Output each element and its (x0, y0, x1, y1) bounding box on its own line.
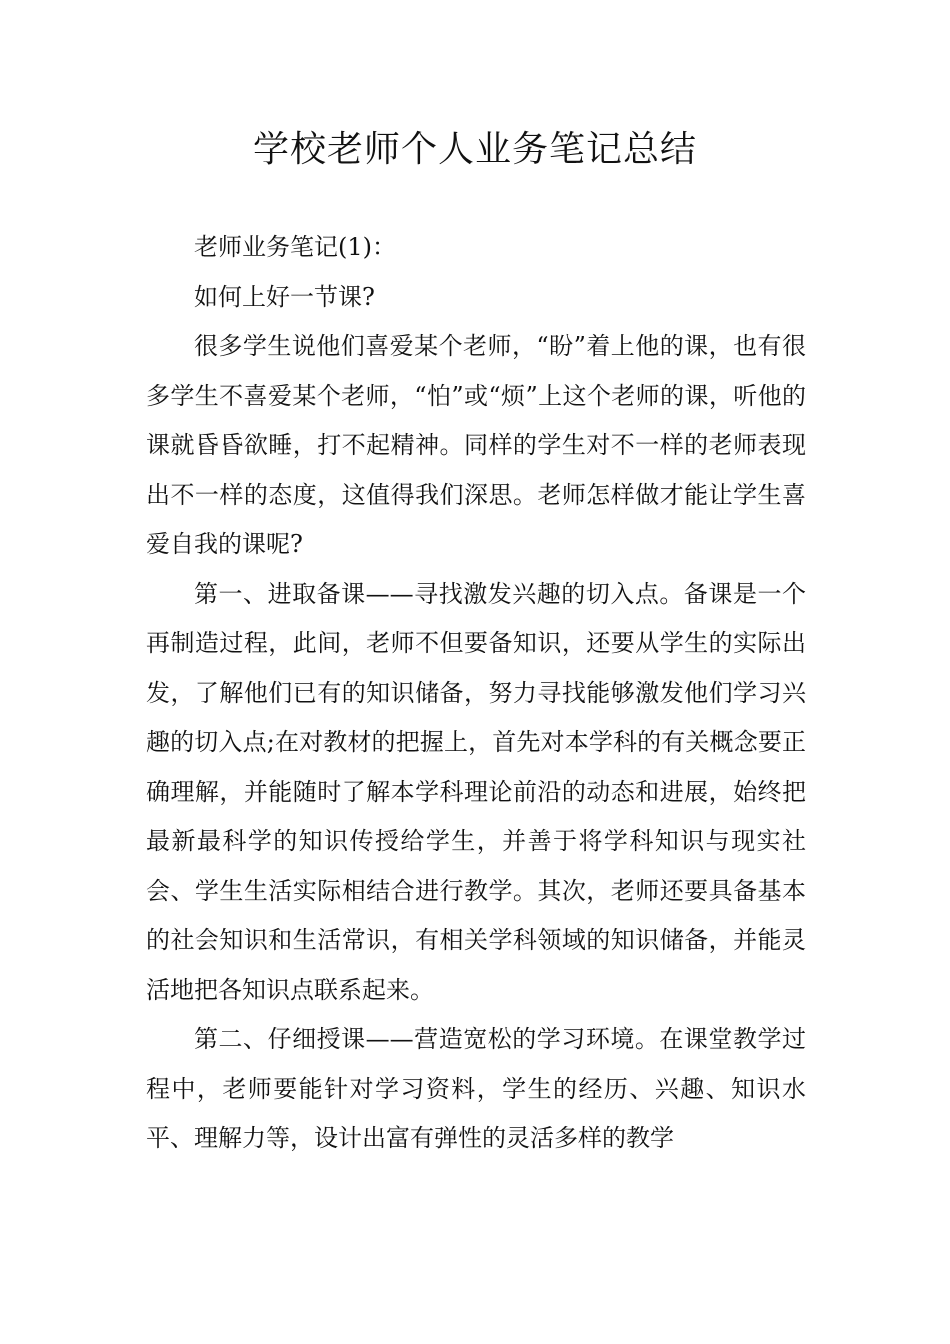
paragraph-point-one: 第一、进取备课——寻找激发兴趣的切入点。备课是一个再制造过程，此间，老师不但要备知识，还要从学生的实际出发，了解他们已有的知识储备，努力寻找能够激发他们学习兴趣的切入点;在对教材的把握上，首先对本学科的有关概念要正确理解，并能随时了解本学科理论前沿的动态和进展，始终把最新最科学的知识传授给学生，并善于将学科知识与现实社会、学生生活实际相结合进行教学。其次，老师还要具备基本的社会知识和生活常识，有相关学科领域的知识储备，并能灵活地把各知识点联系起来。 (146, 579, 806, 1004)
document-title: 学校老师个人业务笔记总结 (252, 129, 697, 170)
paragraph-point-two: 第二、仔细授课——营造宽松的学习环境。在课堂教学过程中，老师要能针对学习资料，学生的经历、兴趣、知识水平、理解力等，设计出富有弹性的灵活多样的教学 (146, 1025, 806, 1152)
paragraph-intro: 很多学生说他们喜爱某个老师，“盼”着上他的课，也有很多学生不喜爱某个老师，“怕”或“烦”上这个老师的课，听他的课就昏昏欲睡，打不起精神。同样的学生对不一样的老师表现出不一样的态度，这值得我们深思。老师怎样做才能让学生喜爱自我的课呢? (146, 332, 806, 558)
document-body (146, 223, 806, 1164)
paragraph-question: 如何上好一节课? (194, 282, 375, 311)
paragraph-heading: 老师业务笔记(1)： (194, 233, 396, 261)
